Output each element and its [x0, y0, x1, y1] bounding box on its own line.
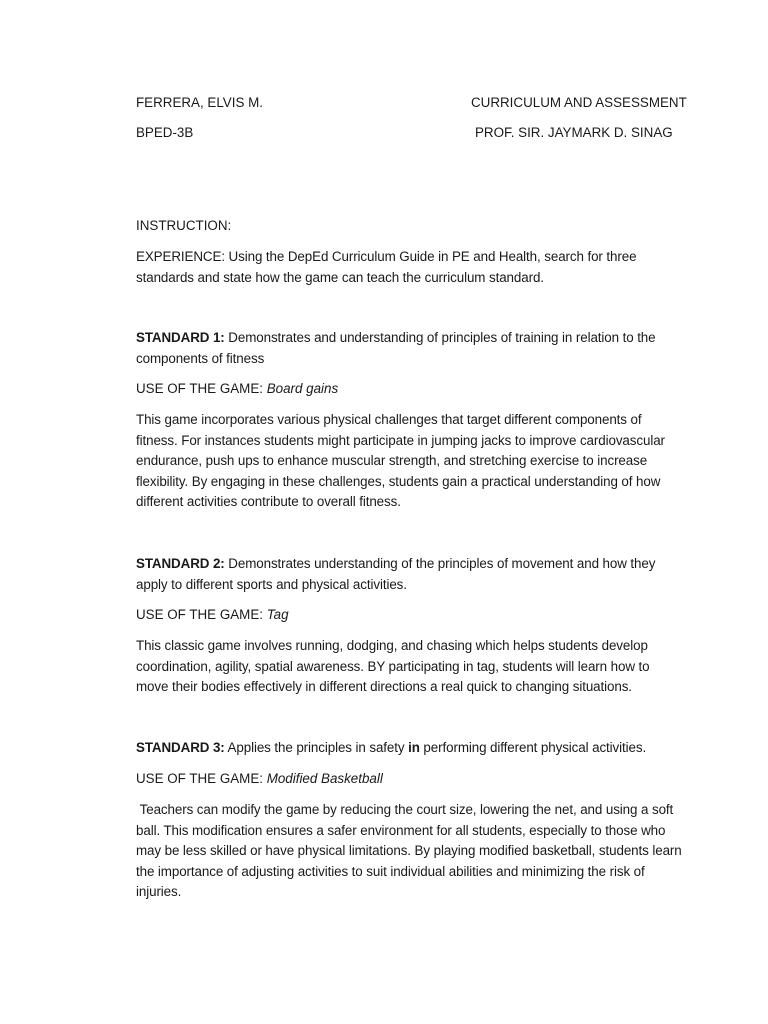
- standard-1-label: STANDARD 1:: [136, 330, 225, 345]
- experience-paragraph: EXPERIENCE: Using the DepEd Curriculum Guide in PE and Health, search for three standards and state how the game can teach the curriculum standard.: [136, 249, 637, 285]
- standard-3-statement: [136, 738, 684, 759]
- standard-3-text-before: Applies the principles in safety: [224, 740, 409, 755]
- standard-3-text-bold: in: [408, 740, 420, 755]
- student-name: FERRERA, ELVIS M.: [136, 95, 263, 110]
- standard-1-text: Demonstrates and understanding of principles of training in relation to the components of fitness: [136, 330, 656, 366]
- course-title: CURRICULUM AND ASSESSMENT: [471, 95, 687, 110]
- standard-2-label: STANDARD 2:: [136, 556, 225, 571]
- standard-1-description: This game incorporates various physical challenges that target different components of fitness. For instances students might participate in jumping jacks to improve cardiovascular endurance, push ups to enhance muscular strength, and stretching exercise to increase flexibility. By engaging in these challenges, students gain a practical understanding of how different activities contribute to overall fitness.: [136, 412, 665, 510]
- instruction-heading: INSTRUCTION:: [136, 218, 232, 233]
- standard-3-description: Teachers can modify the game by reducing the court size, lowering the net, and using a soft ball. This modification ensures a safer environment for all students, especially to those who may be less skilled or have physical limitations. By playing modified basketball, students learn the importance of adjusting activities to suit individual abilities and minimizing the risk of injuries.: [136, 802, 686, 900]
- game-name: Tag: [266, 607, 289, 622]
- standard-2-statement: [136, 554, 684, 595]
- game-name: Modified Basketball: [266, 771, 383, 786]
- standard-2-description: This classic game involves running, dodging, and chasing which helps students develop coordination, agility, spatial awareness. BY participating in tag, students will learn how to move their bodies effectively in different directions a real quick to changing situations.: [136, 638, 650, 695]
- professor-name: PROF. SIR. JAYMARK D. SINAG: [475, 125, 673, 140]
- student-section: BPED-3B: [136, 125, 194, 140]
- standard-3-label: STANDARD 3:: [136, 740, 225, 755]
- game-prefix: USE OF THE GAME:: [136, 771, 267, 786]
- game-prefix: USE OF THE GAME:: [136, 381, 267, 396]
- game-prefix: USE OF THE GAME:: [136, 607, 267, 622]
- standard-2-game: [136, 605, 289, 625]
- standard-3-text-after: performing different physical activities.: [419, 740, 647, 755]
- game-name: Board gains: [266, 381, 339, 396]
- standard-3-game: [136, 769, 383, 789]
- standard-1-statement: [136, 328, 684, 369]
- standard-2-text: Demonstrates understanding of the principles of movement and how they apply to different sports and physical activities.: [136, 556, 656, 592]
- standard-1-game: [136, 379, 338, 399]
